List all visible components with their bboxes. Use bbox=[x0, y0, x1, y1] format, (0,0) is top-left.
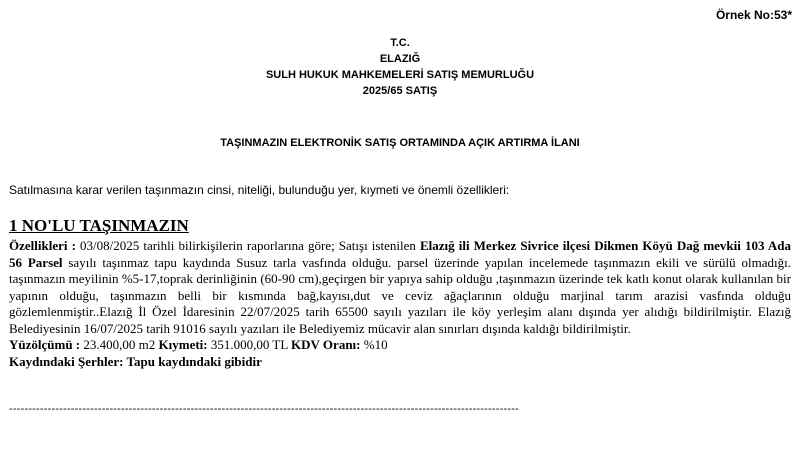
restrictions bbox=[9, 354, 791, 371]
area-label: Yüzölçümü : bbox=[9, 337, 81, 352]
divider-line: ------------------------------------------------------------------------------------------------------------------------------------ bbox=[9, 403, 519, 415]
header-country: T.C. bbox=[390, 37, 410, 49]
features-location: Elazığ ili Merkez Sivrice ilçesi Dikmen Köyü Dağ mevkii 103 Ada 56 Parsel bbox=[9, 238, 791, 270]
restrictions-label: Kaydındaki Şerhler: Tapu kaydındaki gibidir bbox=[9, 353, 262, 369]
vat-value: %10 bbox=[360, 337, 388, 352]
area-value: 23.400,00 m2 bbox=[80, 337, 159, 352]
value-label: Kıymeti: bbox=[158, 337, 208, 352]
property-section bbox=[9, 216, 791, 370]
page-title: TAŞINMAZIN ELEKTRONİK SATIŞ ORTAMINDA AÇIK ARTIRMA İLANI bbox=[220, 137, 580, 149]
header-city: ELAZIĞ bbox=[379, 53, 421, 65]
property-values bbox=[9, 337, 791, 354]
value-amount: 351.000,00 TL bbox=[207, 337, 292, 352]
intro-text: Satılmasına karar verilen taşınmazın cinsi, niteliği, bulunduğu yer, kıymeti ve önemli özellikleri: bbox=[9, 183, 510, 197]
header-case-number: 2025/65 SATIŞ bbox=[362, 85, 438, 97]
property-heading: 1 NO'LU TAŞINMAZIN bbox=[9, 216, 189, 235]
features-label: Özellikleri : bbox=[9, 238, 76, 253]
document-header bbox=[0, 35, 800, 99]
features-text: 03/08/2025 tarihli bilirkişilerin raporlarına göre; Satışı istenilen bbox=[75, 238, 420, 253]
features-text-continued: sayılı taşınmaz tapu kaydında Susuz tarla vasfında olduğu. parsel üzerinde yapılan incelemede taşınmazın ekili ve sürülü olmadığı. taşınmazın meyilinin %5-17,toprak derinliğinin (60-90 cm),geçirgen bir yapıya sahip olduğu ,taşınmazın üzerinde tek katlı konut olarak kullanılan bir yapının olduğu, taşınmazın belli bir kısmında bağ,kayısı,dut ve ceviz ağaçlarının olduğu marjinal tarım arazisi vasfında olduğu gözlemlenmiştir..Elazığ İl Özel İdaresinin 22/07/2025 tarih 65500 sayılı yazıları ile köy yerleşim alanı dışında yer alıdığı bildirilmiştir. Elazığ Belediyesinin 16/07/2025 tarih 91016 sayılı yazıları ile Belediyemiz mücavir alan sınırları dışında kaldığı bildirilmiştir. bbox=[9, 254, 791, 336]
sample-number: Örnek No:53* bbox=[715, 8, 792, 22]
vat-label: KDV Oranı: bbox=[291, 337, 361, 352]
property-description bbox=[9, 238, 791, 337]
header-office: SULH HUKUK MAHKEMELERİ SATIŞ MEMURLUĞU bbox=[265, 69, 535, 81]
